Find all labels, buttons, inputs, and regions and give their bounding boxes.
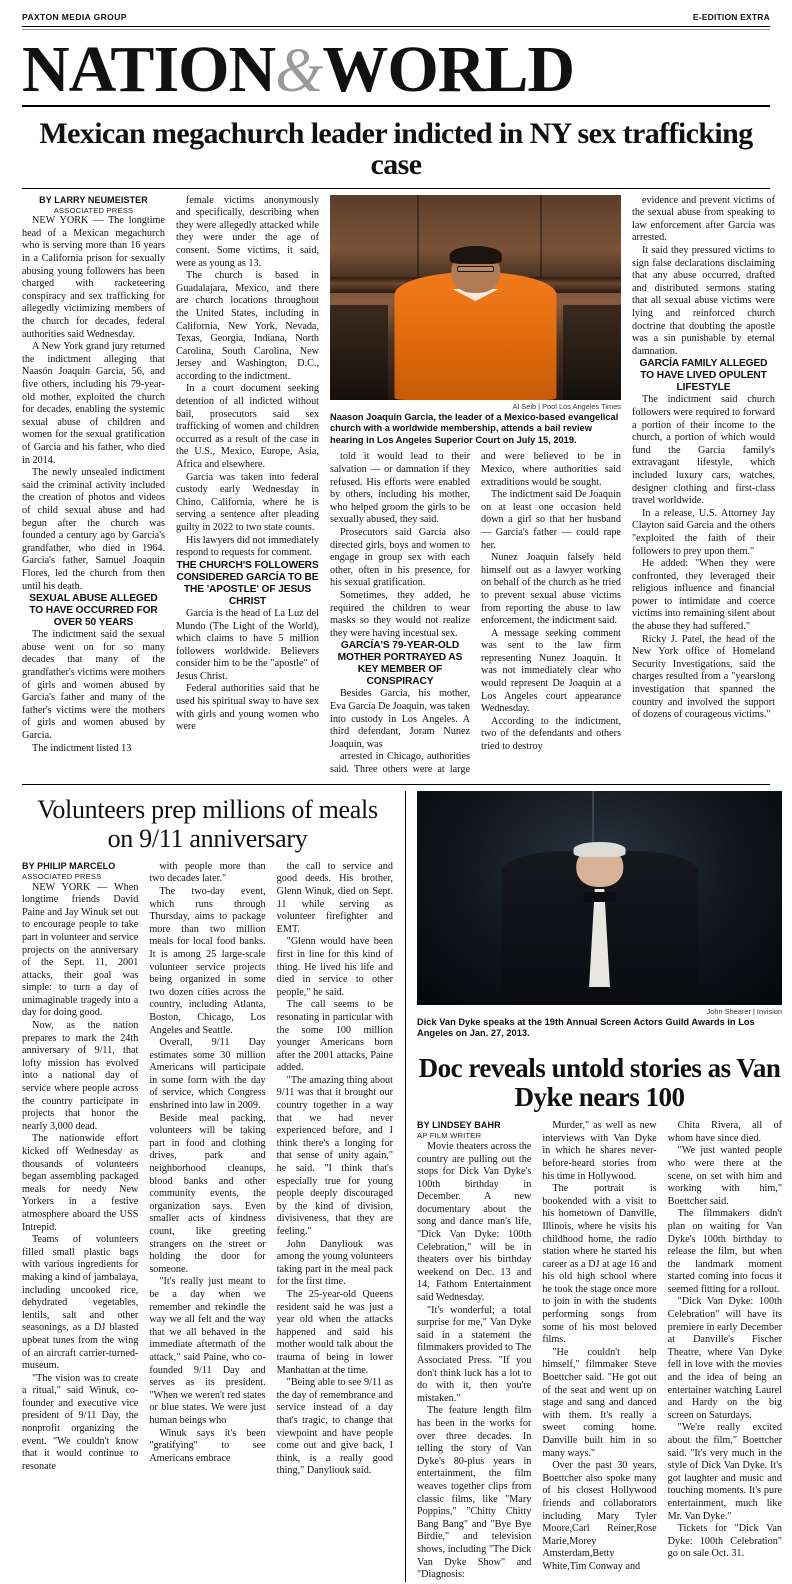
paragraph: The indictment said the sexual abuse went on for so many decades that many of the grandfather's victims were mothers of girls and women abused by Garcia's father and many of the father's victims were the mothers of girls and women abused by Garcia. (22, 629, 165, 741)
story3-headline: Doc reveals untold stories as Van Dyke nears 100 (418, 1052, 781, 1113)
paragraph: A message seeking comment was sent to the law firm representing Nunez Joaquin. It was not immediately clear who would represent De Joaquin at a Los Angeles court appearance Wednesday. (481, 627, 621, 715)
masthead-rule (22, 26, 770, 27)
story1-byline-org: ASSOCIATED PRESS (53, 205, 134, 215)
story3-block (405, 791, 782, 1582)
story2-col1 (22, 861, 138, 1478)
paragraph: According to the indictment, two of the defendants and others tried to destroy (481, 715, 621, 753)
paragraph: female victims anonymously and specifically, describing when they were allegedly attacked while they were under the age of consent. Some victims, it said, were as young as 13. (176, 194, 319, 269)
story2-col2 (149, 861, 265, 1478)
story1-col3 (330, 195, 621, 777)
paragraph: Federal authorities said that he used his spiritual sway to have sex with girls and young women who were (176, 683, 319, 733)
story3-photo (417, 791, 782, 1005)
paragraph: A New York grand jury returned the indictment alleging that Naasón Joaquin Garcia, 56, and five others, including his 79-year-old mother, exploited the church for decades, enabling the systemic sexual abuse of children and women for the sexual gratification of Garcia and his father, who died in 2014. (22, 341, 165, 466)
paragraph: "Glenn would have been first in line for this kind of thing. He lived his life and died in service to other people," he said. (276, 936, 393, 998)
paragraph: The two-day event, which runs through Thursday, aims to package more than two million meals for local food banks. It is among 25 large-scale volunteer service projects being organized in some two dozen cities across the country, including Atlanta, Boston, Chicago, Los Angeles and Seattle. (149, 885, 266, 1036)
paragraph: The nationwide effort kicked off Wednesday as thousands of volunteers began assembling packaged meals for needy New Yorkers in a festive atmosphere aboard the USS Intrepid. (22, 1133, 139, 1233)
story3-col2 (542, 1120, 656, 1582)
paragraph: "We're really excited about the film," Boettcher said. "It's very much in the style of Dick Van Dyke. It's got laughter and music and touching moments. It's pure entertainment, much like Mr. Van Dyke." (667, 1422, 782, 1522)
paragraph: The 25-year-old Queens resident said he was just a year old when the attacks happened and said his mother would talk about the trauma of being in lower Manhattan at the time. (276, 1288, 393, 1376)
story1-photo-wrap (330, 195, 621, 452)
flag-ampersand: & (275, 36, 323, 105)
paragraph: told it would lead to their salvation — or damnation if they refused. His efforts were enabled by others, including his mother, who helped groom the girls to be sexually abused, they said. (330, 451, 470, 526)
story2-block (22, 791, 393, 1582)
story1-col2 (176, 195, 319, 777)
paragraph: Over the past 30 years, Boettcher also spoke many of his closest Hollywood friends and collaborators including Mary Tyler Moore,Carl Reiner,Rose Marie,Morey Amsterdam,Betty White,Tim Conway and (542, 1460, 657, 1572)
story1-col3-flow (330, 451, 621, 776)
paragraph: Sometimes, they added, he required the children to wear masks so they would not realize they were having incestual sex. (330, 589, 470, 639)
photo-side-left (330, 305, 388, 399)
paragraph: with people more than two decades later." (149, 860, 266, 885)
paragraph: The church is based in Guadalajara, Mexico, and there are church locations throughout the United States, including in California, New York, Nevada, Texas, Georgia, Indiana, North Carolina, South Carolina, New Jersey and Washington, D.C., according to the indictment. (176, 270, 319, 382)
paragraph: In a release, U.S. Attorney Jay Clayton said Garcia and the others "exploited the faith of their followers to prey upon them." (632, 507, 775, 557)
story3-columns (417, 1120, 782, 1582)
story2-byline (22, 861, 138, 882)
story1-byline (22, 195, 165, 216)
story3-photo-credit: John Shearer | Invision (706, 1006, 782, 1016)
paragraph: He added: "When they were confronted, they leveraged their religious influence and financial power to intimidate and coerce victims into remaining silent about the abuse they had suffered." (632, 558, 775, 633)
paragraph: Ricky J. Patel, the head of the New York office of Homeland Security Investigations, said the charges resulted from a "yearslong investigation that spanned the country and involved the support of dozens of courageous victims." (632, 633, 775, 721)
paragraph: Chita Rivera, all of whom have since died. (667, 1120, 782, 1144)
paragraph: arrested in Chicago, authorities said. Three others were at large and were believed to be in Mexico, where authorities said extraditions would be sought. (330, 451, 621, 775)
paragraph: "The vision was to create a ritual," said Winuk, co-founder and executive vice president of 9/11 Day, the nonprofit organizing the event. "We couldn't know that it would continue to resonate (22, 1372, 139, 1472)
paragraph: The portrait is bookended with a visit to his hometown of Danville, Illinois, where he visits his childhood home, the radio station where he started his career as a DJ at age 16 and his old high school where he took the stage once more to join in with the students performing songs from some of his most beloved films. (542, 1183, 657, 1346)
paragraph: Movie theaters across the country are pulling out the stops for Dick Van Dyke's 100th birthday in December. A new documentary about the song and dance man's life, "Dick Van Dyke: 100th Celebration," will be in theaters over his birthday weekend on Dec. 13 and 14, Fathom Entertainment said Wednesday. (417, 1140, 532, 1304)
paragraph: John Danyliouk was among the young volunteers taking part in the meal pack for the first time. (276, 1238, 393, 1288)
photo-subject-hair (449, 246, 501, 264)
paragraph: The filmmakers didn't plan on waiting for Van Dyke's 100th birthday to release the film, but when the landmark moment started coming into focus it seemed fitting for a rollout. (667, 1208, 782, 1295)
paragraph: Teams of volunteers filled small plastic bags with various ingredients for making a kind of jambalaya, including uncooked rice, dehydrated vegetables, lentils, salt and other seasonings, as a DJ blasted upbeat tunes from the wing of an aircraft carrier-turned-museum. (22, 1234, 139, 1372)
story2-col3 (277, 861, 393, 1478)
masthead-rule-hair (22, 29, 770, 30)
paragraph: "It's wonderful; a total surprise for me," Van Dyke said in a statement the filmmakers provided to The Associated Press. "If you don't think luck has a lot to do with it, then you're mistaken." (417, 1304, 532, 1404)
story1-photo-credit: Al Seib | Pool Los Angeles Times (512, 401, 621, 411)
paragraph: Murder," as well as new interviews with Van Dyke in which he shares never-before-heard stories from his time in Hollywood. (542, 1120, 657, 1182)
masthead-topbar (22, 12, 770, 26)
story1-headline-rule (22, 188, 770, 189)
paragraph: Besides Garcia, his mother, Eva García De Joaquin, was taken into custody in Los Angeles. A third defendant, Joram Nunez Joaquin, was (330, 688, 470, 750)
story2-columns (22, 861, 393, 1478)
photo-wall-joint (417, 195, 419, 285)
story3-col3 (668, 1120, 782, 1582)
flag-word-nation: NATION (22, 32, 276, 106)
paragraph: "He couldn't help himself," filmmaker Steve Boettcher said. "He got out of the seat and went up on stage and sang and danced with them. It's really a sweet coming home. Danville built him in so many ways." (542, 1346, 657, 1459)
paragraph: "Dick Van Dyke: 100th Celebration" will have its premiere in early December at Danville's Fischer Theatre, where Van Dyke fell in love with the movies and the idea of being an entertainer watching Laurel and Hardy on the big screen on Saturdays. (667, 1296, 782, 1421)
photo-subject-hair (573, 842, 626, 857)
story1-headline: Mexican megachurch leader indicted in NY sex trafficking case (39, 117, 753, 182)
paragraph: The newly unsealed indictment said the criminal activity included the creation of photos and videos of child sexual abuse and had begun after the church was founded a century ago by Garcia's grandfather, who died in 1964. Garcia's father, Samuel Joaquin Flores, led the church from then until his death. (22, 467, 165, 592)
paragraph: evidence and prevent victims of the sexual abuse from speaking to law enforcement after García was arrested. (632, 194, 775, 244)
paragraph: "Being able to see 9/11 as the day of remembrance and service instead of a day that's tragic, to change that viewpoint and have people come out and give back, I think, is a really good thing," Danyliouk said. (276, 1377, 393, 1477)
paragraph: It said they pressured victims to sign false declarations disclaiming that any abuse occurred, drafted and distributed sermons stating that all sexual abuse victims were lying and reinforced church doctrine that doubting the apostle was a sin punishable by eternal damnation. (632, 244, 775, 357)
paragraph: Garcia is the head of La Luz del Mundo (The Light of the World), which claims to have 5 million followers worldwide. Believers consider him to be the "apostle" of Jesus Christ. (176, 607, 319, 682)
publisher-name: PAXTON MEDIA GROUP (22, 12, 127, 22)
paragraph: In a court document seeking detention of all indicted without bail, prosecutors said sex trafficking of women and children occurred as a result of the case in the U.S., Mexico, Europe, Asia, Africa and elsewhere. (176, 383, 319, 471)
section-flag (22, 32, 770, 106)
paragraph: His lawyers did not immediately respond to requests for comment. (176, 534, 319, 559)
story3-byline-org: AP FILM WRITER (417, 1131, 482, 1141)
story1-subhead-2: THE CHURCH'S FOLLOWERS CONSIDERED GARCÍA TO BE THE 'APOSTLE' OF JESUS CHRIST (176, 559, 319, 607)
paragraph: The indictment said church followers were required to forward a portion of their income to the church, a portion of which would fund the Garcia family's extravagant lifestyle, which included luxury cars, watches, designer clothing and first-class travel worldwide. (632, 394, 775, 507)
paragraph: "It's really just meant to be a day when we remember and rekindle the way we all felt and the way that we all behaved in the immediate aftermath of the attack," said Paine, who co-founded 9/11 Day and serves as its president. "When we weren't red states or blue states. We were just human beings who (149, 1276, 266, 1426)
story1-byline-author: BY LARRY NEUMEISTER (39, 194, 148, 205)
story3-col1 (417, 1120, 531, 1582)
paragraph: NEW YORK — When longtime friends David Paine and Jay Winuk set out to encourage people to take part in volunteer and service projects on the anniversary of the Sept. 11, 2001 attacks, their goal was simple: to turn a day of unimaginable tragedy into a day for doing good. (22, 881, 139, 1019)
paragraph: The feature length film has been in the works for over three decades. In telling the story of Van Dyke's 80-plus years in entertainment, the film weaves together clips from classic films, like "Mary Poppins," "Chitty Chitty Bang Bang" and "Bye Bye Birdie," and television shows, including "The Dick Van Dyke Show" and "Diagnosis: (417, 1405, 532, 1581)
paragraph: The indictment said De Joaquin on at least one occasion held down a girl so that her husband — Garcia's father — could rape her. (481, 489, 621, 551)
paragraph: NEW YORK — The longtime head of a Mexican megachurch who is serving more than 16 years in a California prison for sexually abusing young followers has been charged with racketeering conspiracy and sex trafficking for allegedly victimizing members of the church for decades, federal authorities said Wednesday. (22, 215, 165, 340)
story3-byline (417, 1120, 531, 1141)
photo-side-right (563, 305, 621, 399)
story3-photo-caption: Dick Van Dyke speaks at the 19th Annual Screen Actors Guild Awards in Los Angeles on Jan. 27, 2013. (417, 1016, 755, 1039)
paragraph: "We just wanted people who were there at the scene, on set with him and working with him," Boettcher said. (667, 1145, 782, 1207)
edition-label: E-EDITION EXTRA (692, 12, 770, 22)
paragraph: Winuk says it's been "gratifying" to see Americans embrace (149, 1427, 266, 1464)
paragraph: The call seems to be resonating in particular with the some 100 million younger Americans born after the 2001 attacks, Paine added. (276, 999, 393, 1074)
paragraph: Nunez Joaquin falsely held himself out as a lawyer working on behalf of the church as he tried to prevent sexual abuse victims from reporting the abuse to law enforcement, the indictment said. (481, 552, 621, 627)
story1-subhead-1: SEXUAL ABUSE ALLEGED TO HAVE OCCURRED FOR OVER 50 YEARS (29, 593, 158, 629)
paragraph: Prosecutors said García also directed girls, boys and women to engage in group sex with each other, often in his presence, for his sexual gratification. (330, 526, 470, 589)
paragraph: Garcia was taken into federal custody early Wednesday in Chino, California, where he is serving a sentence after pleading guilty in 2022 to two state counts. (176, 471, 319, 533)
photo-wall-joint (540, 195, 542, 285)
paragraph: the call to service and good deeds. His brother, Glenn Winuk, died on Sept. 11 while serving as volunteer firefighter and EMT. (276, 860, 393, 935)
story1-subhead-3: GARCÍA'S 79-YEAR-OLD MOTHER PORTRAYED AS KEY MEMBER OF CONSPIRACY (337, 640, 463, 688)
lower-section (22, 791, 782, 1582)
paragraph: "The amazing thing about 9/11 was that it brought our country together in a way that we had never experienced before, and I think there's a longing for that sense of unity again," he said. "I think that's especially true for young people deeply discouraged by the kind of division, divisiveness, that they are feeling." (276, 1074, 393, 1238)
story1-photo-caption: Naason Joaquin Garcia, the leader of a Mexico-based evangelical church with a worldwide membership, attends a bail review hearing in Los Angeles Superior Court on July 15, 2019. (330, 411, 619, 445)
story1-col1 (22, 195, 165, 777)
photo-subject-glasses (457, 266, 495, 272)
story1-subhead-4: GARCÍA FAMILY ALLEGED TO HAVE LIVED OPULENT LIFESTYLE (639, 358, 768, 394)
paragraph: Overall, 9/11 Day estimates some 30 million Americans will participate in some form with the day of service, which Congress enshrined into law in 2009. (149, 1037, 266, 1112)
story1-col4 (632, 195, 775, 777)
story2-byline-org: ASSOCIATED PRESS (22, 872, 102, 882)
paragraph: The indictment listed 13 (32, 742, 132, 754)
story1-photo (330, 195, 621, 400)
story-divider-rule (22, 784, 770, 785)
flag-word-world: WORLD (322, 32, 575, 106)
story1-columns (22, 194, 775, 777)
story2-byline-author: BY PHILIP MARCELO (22, 860, 116, 871)
paragraph: Now, as the nation prepares to mark the 24th anniversary of 9/11, that lofty mission has evolved into a national day of service where people across the country participate in projects that honor the nearly 3,000 dead. (22, 1020, 139, 1132)
photo-subject-bowtie (583, 892, 616, 902)
paragraph: Beside meal packing, volunteers will be taking part in food and clothing drives, park and neighborhood cleanups, blood banks and other community events, the organization says. Even smaller acts of kindness count, like greeting strangers on the street or holding the door for someone. (149, 1112, 266, 1275)
story3-byline-author: BY LINDSEY BAHR (417, 1120, 501, 1131)
story2-headline: Volunteers prep millions of meals on 9/11 anniversary (37, 794, 378, 853)
paragraph: Tickets for "Dick Van Dyke: 100th Celebration" go on sale Oct. 31. (667, 1523, 782, 1560)
